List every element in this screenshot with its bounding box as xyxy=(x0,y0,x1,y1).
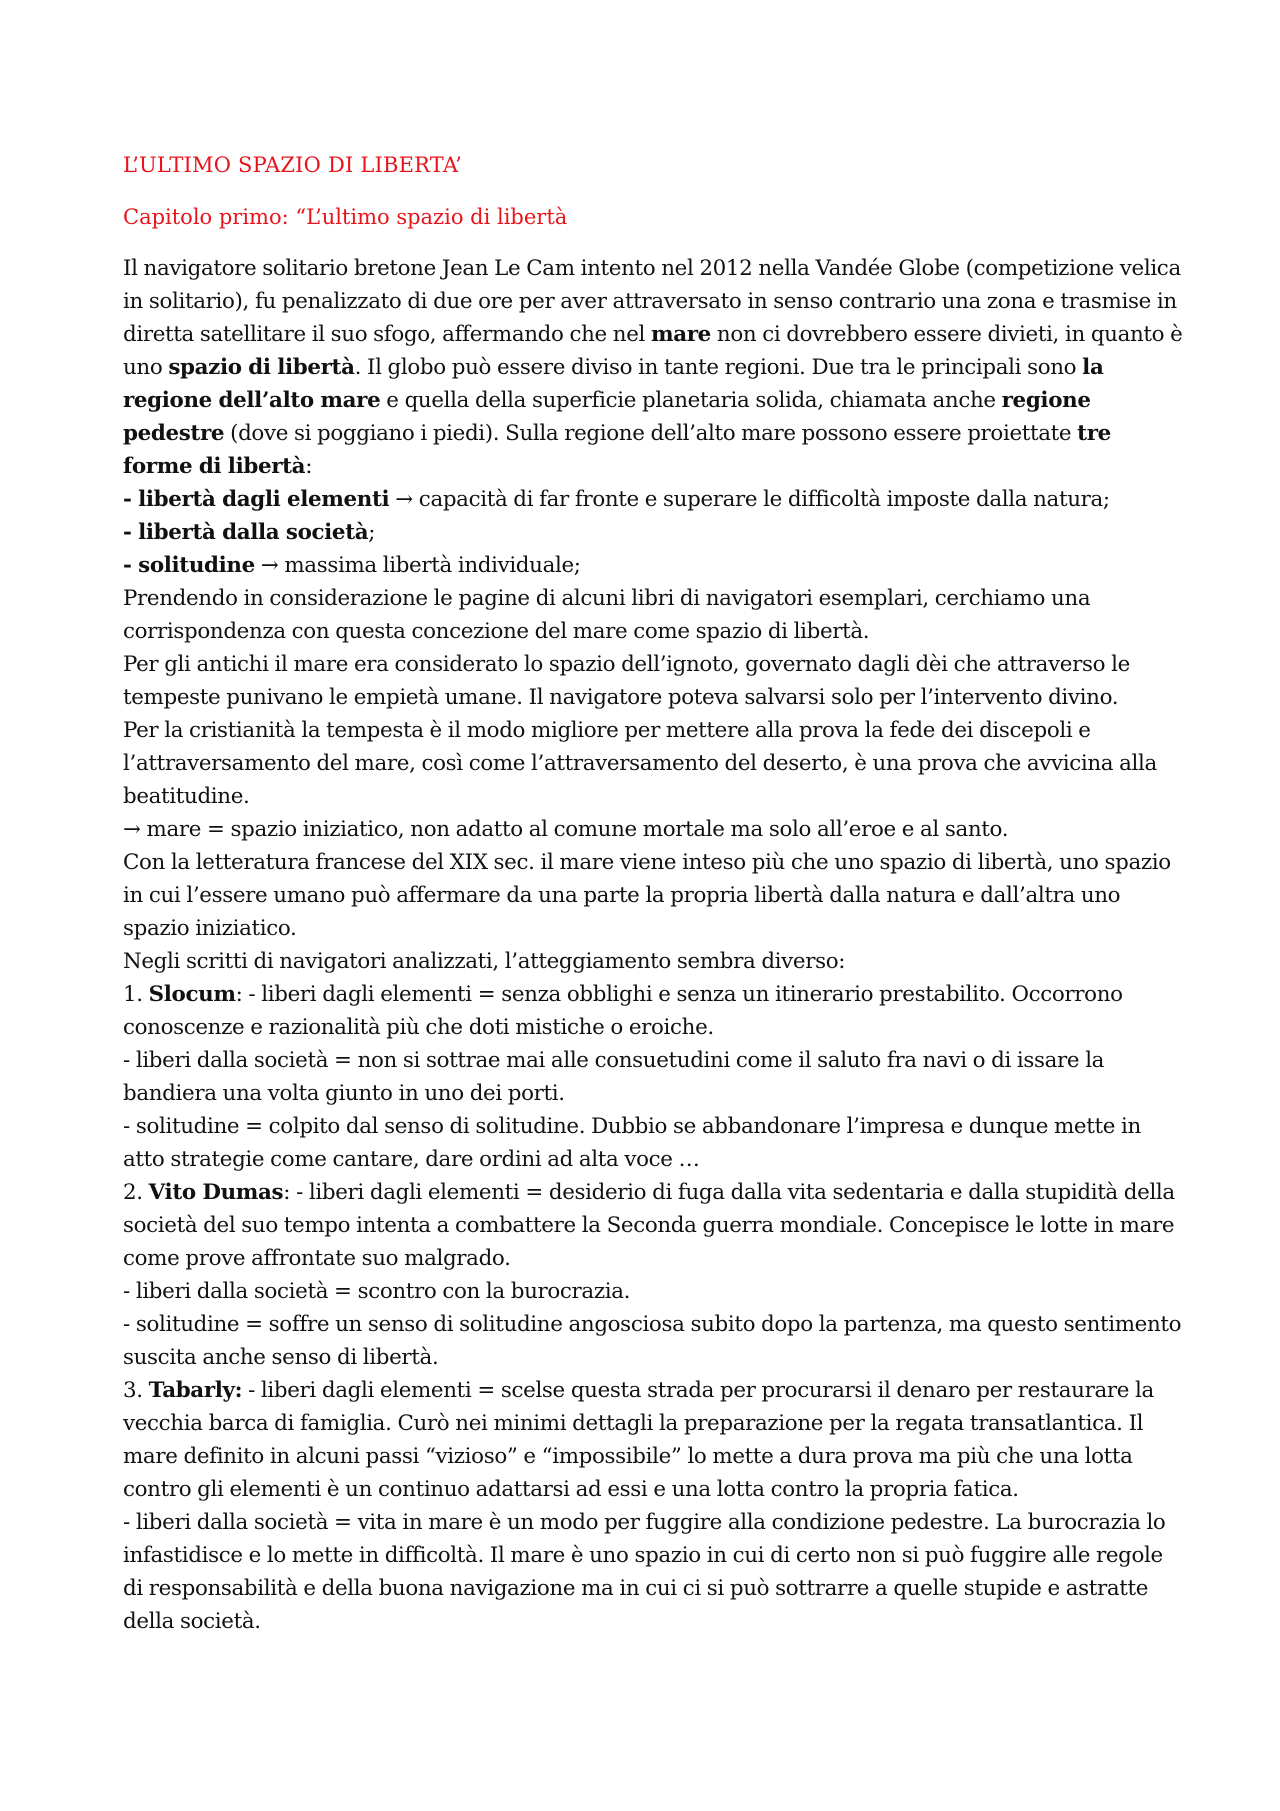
bold-term: regione pedestre xyxy=(123,388,1091,446)
bold-term: la regione dell’alto mare xyxy=(123,355,1104,413)
paragraph-antichi: Per gli antichi il mare era considerato lo spazio dell’ignoto, governato dagli dèi che attraverso le tempeste punivano le empietà umane. Il navigatore poteva salvarsi solo per l’intervento divino. xyxy=(123,652,1130,710)
slocum-line-3: - solitudine = colpito dal senso di solitudine. Dubbio se abbandonare l’impresa e dunque mette in atto strategie come cantare, dare ordini ad alta voce … xyxy=(123,1114,1141,1172)
paragraph-arrow: → mare = spazio iniziatico, non adatto al comune mortale ma solo all’eroe e al santo. xyxy=(123,817,1009,842)
arrow-right-icon: → xyxy=(395,487,413,512)
navigator-name: Vito Dumas xyxy=(148,1180,284,1205)
paragraph-letteratura: Con la letteratura francese del XIX sec. il mare viene inteso più che uno spazio di libertà, uno spazio in cui l’essere umano può affermare da una parte la propria libertà dalla natura e dall’altra uno spazio iniziatico. xyxy=(123,850,1171,941)
arrow-right-icon: → xyxy=(123,817,141,842)
paragraph-cristianita: Per la cristianità la tempesta è il modo migliore per mettere alla prova la fede dei discepoli e l’attraversamento del mare, così come l’attraversamento del deserto, è una prova che avvicina alla beatitudine. xyxy=(123,718,1157,809)
tabarly-line-1: 3. Tabarly: - liberi dagli elementi = scelse questa strada per procurarsi il denaro per restaurare la vecchia barca di famiglia. Curò nei minimi dettagli la preparazione per la regata transatlantica. Il mare definito in alcuni passi “vizioso” e “impossibile” lo mette a dura prova ma più che una lotta contro gli elementi è un continuo adattarsi ad essi e una lotta contro la propria fatica. xyxy=(123,1378,1154,1502)
paragraph-negli: Negli scritti di navigatori analizzati, l’atteggiamento sembra diverso: xyxy=(123,949,846,974)
arrow-right-icon: → xyxy=(260,553,279,578)
freedom-item-society: - libertà dalla società; xyxy=(123,520,376,545)
bold-term: mare xyxy=(650,322,711,347)
freedom-item-solitude: - solitudine → massima libertà individuale; xyxy=(123,553,581,578)
dumas-line-2: - liberi dalla società = scontro con la burocrazia. xyxy=(123,1279,631,1304)
paragraph-prendendo: Prendendo in considerazione le pagine di alcuni libri di navigatori esemplari, cerchiamo una corrispondenza con questa concezione del mare come spazio di libertà. xyxy=(123,586,1091,644)
navigator-name: Slocum xyxy=(148,982,236,1007)
slocum-line-2: - liberi dalla società = non si sottrae mai alle consuetudini come il saluto fra navi o di issare la bandiera una volta giunto in uno dei porti. xyxy=(123,1048,1105,1106)
dumas-line-1: 2. Vito Dumas: - liberi dagli elementi = desiderio di fuga dalla vita sedentaria e dalla stupidità della società del suo tempo intenta a combattere la Seconda guerra mondiale. Concepisce le lotte in mare come prove affrontate suo malgrado. xyxy=(123,1180,1175,1271)
bold-term: spazio di libertà xyxy=(168,355,355,380)
dumas-line-3: - solitudine = soffre un senso di solitudine angosciosa subito dopo la partenza, ma questo sentimento suscita anche senso di libertà. xyxy=(123,1312,1182,1370)
tabarly-line-2: - liberi dalla società = vita in mare è un modo per fuggire alla condizione pedestre. La burocrazia lo infastidisce e lo mette in difficoltà. Il mare è uno spazio in cui di certo non si può fuggire alle regole di responsabilità e della buona navigazione ma in cui ci si può sottrarre a quelle stupide e astratte della società. xyxy=(123,1510,1166,1634)
chapter-title: Capitolo primo: “L’ultimo spazio di libertà xyxy=(123,205,568,229)
document-page xyxy=(123,150,1183,1638)
bold-term: tre forme di libertà xyxy=(123,421,1111,479)
navigator-name: Tabarly: xyxy=(148,1378,243,1403)
document-title: L’ULTIMO SPAZIO DI LIBERTA’ xyxy=(123,153,463,177)
freedom-item-elements: - libertà dagli elementi → capacità di far fronte e superare le difficoltà imposte dalla natura; xyxy=(123,487,1110,512)
intro-paragraph: Il navigatore solitario bretone Jean Le Cam intento nel 2012 nella Vandée Globe (competizione velica in solitario), fu penalizzato di due ore per aver attraversato in senso contrario una zona e trasmise in diretta satellitare il suo sfogo, affermando che nel mare non ci dovrebbero essere divieti, in quanto è uno spazio di libertà. Il globo può essere diviso in tante regioni. Due tra le principali sono la regione dell’alto mare e quella della superficie planetaria solida, chiamata anche regione pedestre (dove si poggiano i piedi). Sulla regione dell’alto mare possono essere proiettate tre forme di libertà: xyxy=(123,256,1183,479)
document-body xyxy=(123,252,1183,1638)
slocum-line-1: 1. Slocum: - liberi dagli elementi = senza obblighi e senza un itinerario prestabilito. Occorrono conoscenze e razionalità più che doti mistiche o eroiche. xyxy=(123,982,1123,1040)
